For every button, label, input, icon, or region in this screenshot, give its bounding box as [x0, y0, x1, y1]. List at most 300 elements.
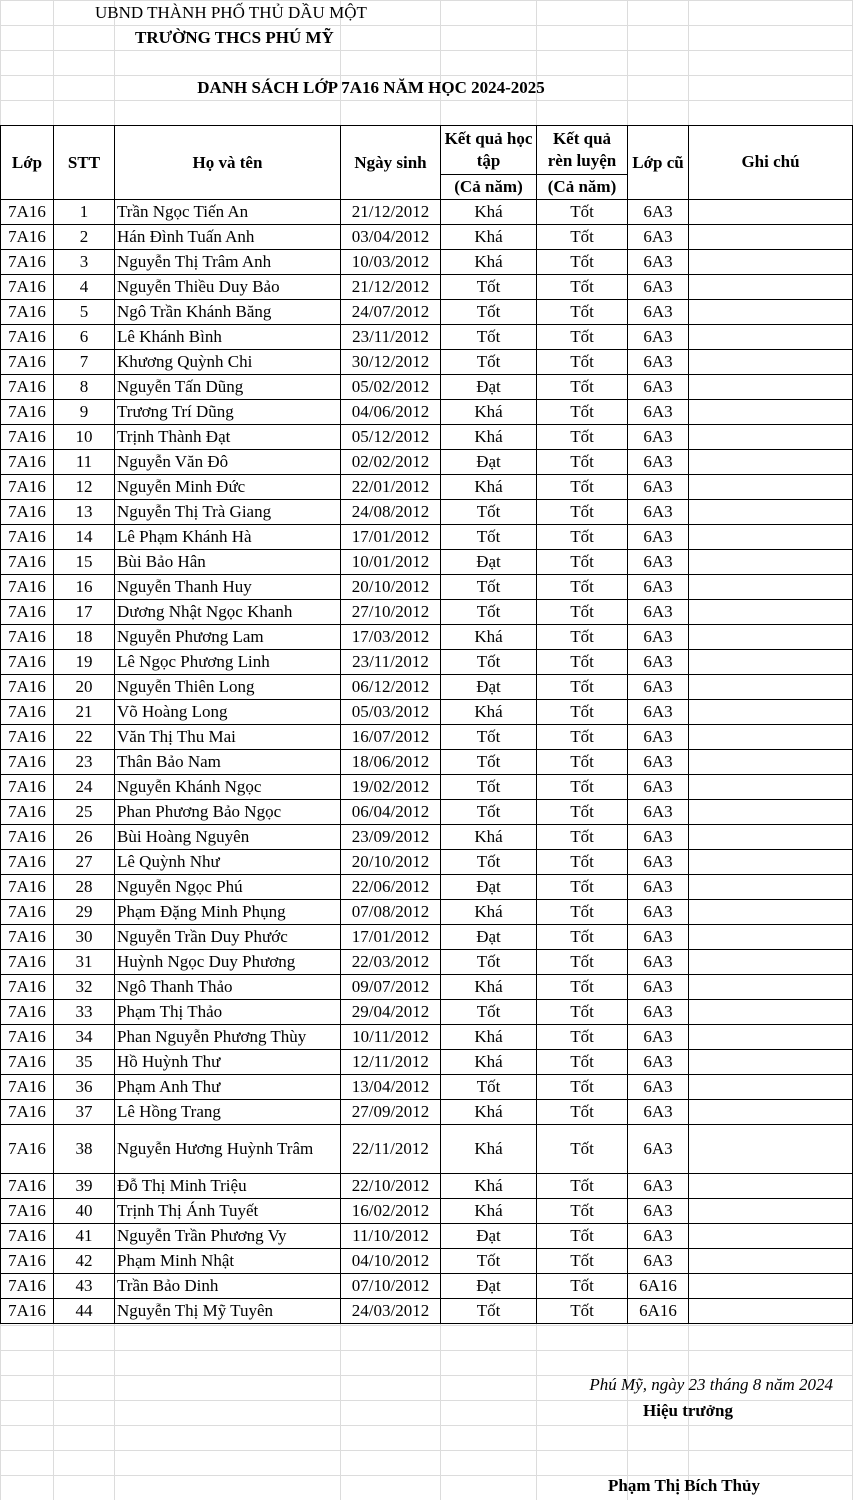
cell-class: 7A16 [1, 250, 54, 275]
cell-conduct: Tốt [537, 1050, 628, 1075]
cell-old-class: 6A3 [628, 225, 689, 250]
cell-class: 7A16 [1, 325, 54, 350]
cell-dob: 03/04/2012 [341, 225, 441, 250]
table-row [1, 1000, 853, 1025]
cell-old-class: 6A3 [628, 400, 689, 425]
cell-dob: 04/06/2012 [341, 400, 441, 425]
cell-note [689, 925, 853, 950]
cell-name: Lê Hồng Trang [115, 1100, 341, 1125]
cell-name: Ngô Thanh Thảo [115, 975, 341, 1000]
table-row [1, 475, 853, 500]
cell-stt: 11 [54, 450, 115, 475]
table-row [1, 675, 853, 700]
col-header-study: Kết quả học tập [441, 126, 537, 175]
cell-old-class: 6A3 [628, 625, 689, 650]
table-row [1, 1224, 853, 1249]
table-row [1, 350, 853, 375]
cell-name: Nguyễn Phương Lam [115, 625, 341, 650]
cell-class: 7A16 [1, 525, 54, 550]
cell-class: 7A16 [1, 800, 54, 825]
cell-note [689, 1050, 853, 1075]
col-header-stt: STT [54, 126, 115, 200]
cell-conduct: Tốt [537, 325, 628, 350]
cell-old-class: 6A3 [628, 875, 689, 900]
cell-note [689, 525, 853, 550]
col-header-conduct: Kết quả rèn luyện [537, 126, 628, 175]
cell-conduct: Tốt [537, 225, 628, 250]
cell-dob: 05/02/2012 [341, 375, 441, 400]
cell-dob: 04/10/2012 [341, 1249, 441, 1274]
cell-study: Khá [441, 1125, 537, 1174]
cell-study: Khá [441, 225, 537, 250]
cell-conduct: Tốt [537, 875, 628, 900]
cell-note [689, 1025, 853, 1050]
cell-study: Đạt [441, 1224, 537, 1249]
cell-class: 7A16 [1, 850, 54, 875]
cell-conduct: Tốt [537, 1075, 628, 1100]
table-row [1, 325, 853, 350]
table-row [1, 700, 853, 725]
cell-dob: 22/03/2012 [341, 950, 441, 975]
cell-note [689, 900, 853, 925]
cell-study: Tốt [441, 750, 537, 775]
cell-dob: 23/11/2012 [341, 650, 441, 675]
cell-study: Khá [441, 200, 537, 225]
cell-note [689, 1000, 853, 1025]
cell-note [689, 500, 853, 525]
cell-class: 7A16 [1, 1224, 54, 1249]
cell-conduct: Tốt [537, 350, 628, 375]
cell-conduct: Tốt [537, 700, 628, 725]
table-row [1, 850, 853, 875]
cell-stt: 36 [54, 1075, 115, 1100]
col-header-note: Ghi chú [689, 126, 853, 200]
cell-name: Nguyễn Văn Đô [115, 450, 341, 475]
cell-stt: 15 [54, 550, 115, 575]
cell-stt: 5 [54, 300, 115, 325]
table-row [1, 1274, 853, 1299]
cell-old-class: 6A3 [628, 1199, 689, 1224]
cell-old-class: 6A3 [628, 850, 689, 875]
col-header-dob: Ngày sinh [341, 126, 441, 200]
cell-conduct: Tốt [537, 1100, 628, 1125]
cell-conduct: Tốt [537, 925, 628, 950]
cell-stt: 44 [54, 1299, 115, 1324]
cell-old-class: 6A3 [628, 600, 689, 625]
cell-dob: 06/04/2012 [341, 800, 441, 825]
cell-old-class: 6A3 [628, 450, 689, 475]
cell-name: Trịnh Thành Đạt [115, 425, 341, 450]
cell-name: Lê Ngọc Phương Linh [115, 650, 341, 675]
cell-stt: 34 [54, 1025, 115, 1050]
cell-note [689, 325, 853, 350]
cell-class: 7A16 [1, 750, 54, 775]
cell-dob: 21/12/2012 [341, 275, 441, 300]
cell-old-class: 6A3 [628, 1249, 689, 1274]
table-row [1, 900, 853, 925]
cell-old-class: 6A3 [628, 975, 689, 1000]
cell-class: 7A16 [1, 650, 54, 675]
cell-name: Phạm Đặng Minh Phụng [115, 900, 341, 925]
cell-conduct: Tốt [537, 625, 628, 650]
cell-name: Phan Phương Bảo Ngọc [115, 800, 341, 825]
cell-note [689, 775, 853, 800]
cell-name: Nguyễn Thiên Long [115, 675, 341, 700]
cell-conduct: Tốt [537, 475, 628, 500]
table-row [1, 1075, 853, 1100]
table-row [1, 525, 853, 550]
cell-name: Bùi Bảo Hân [115, 550, 341, 575]
cell-note [689, 1224, 853, 1249]
cell-dob: 10/03/2012 [341, 250, 441, 275]
cell-note [689, 1199, 853, 1224]
cell-stt: 32 [54, 975, 115, 1000]
cell-conduct: Tốt [537, 800, 628, 825]
cell-dob: 22/06/2012 [341, 875, 441, 900]
cell-old-class: 6A3 [628, 300, 689, 325]
cell-note [689, 425, 853, 450]
table-row [1, 275, 853, 300]
signer-role: Hiệu trưởng [643, 1401, 733, 1420]
cell-class: 7A16 [1, 575, 54, 600]
cell-stt: 42 [54, 1249, 115, 1274]
cell-study: Khá [441, 700, 537, 725]
cell-name: Trần Ngọc Tiến An [115, 200, 341, 225]
cell-dob: 23/11/2012 [341, 325, 441, 350]
cell-note [689, 625, 853, 650]
cell-stt: 7 [54, 350, 115, 375]
table-row [1, 600, 853, 625]
cell-dob: 06/12/2012 [341, 675, 441, 700]
cell-note [689, 275, 853, 300]
cell-conduct: Tốt [537, 575, 628, 600]
cell-conduct: Tốt [537, 825, 628, 850]
cell-stt: 2 [54, 225, 115, 250]
school-heading: TRƯỜNG THCS PHÚ MỸ [135, 28, 334, 47]
cell-stt: 19 [54, 650, 115, 675]
cell-conduct: Tốt [537, 750, 628, 775]
cell-study: Tốt [441, 325, 537, 350]
cell-study: Khá [441, 1050, 537, 1075]
cell-dob: 23/09/2012 [341, 825, 441, 850]
cell-old-class: 6A16 [628, 1274, 689, 1299]
cell-name: Nguyễn Trần Duy Phước [115, 925, 341, 950]
cell-conduct: Tốt [537, 500, 628, 525]
cell-class: 7A16 [1, 950, 54, 975]
cell-class: 7A16 [1, 425, 54, 450]
cell-class: 7A16 [1, 725, 54, 750]
cell-note [689, 475, 853, 500]
col-subheader-study: (Cả năm) [441, 175, 537, 200]
cell-stt: 17 [54, 600, 115, 625]
cell-class: 7A16 [1, 450, 54, 475]
cell-name: Phạm Anh Thư [115, 1075, 341, 1100]
cell-study: Tốt [441, 600, 537, 625]
cell-class: 7A16 [1, 675, 54, 700]
cell-dob: 10/01/2012 [341, 550, 441, 575]
cell-conduct: Tốt [537, 450, 628, 475]
cell-dob: 24/08/2012 [341, 500, 441, 525]
cell-note [689, 950, 853, 975]
cell-name: Trần Bảo Dinh [115, 1274, 341, 1299]
table-row [1, 375, 853, 400]
table-row [1, 500, 853, 525]
cell-class: 7A16 [1, 550, 54, 575]
cell-name: Nguyễn Khánh Ngọc [115, 775, 341, 800]
cell-study: Tốt [441, 275, 537, 300]
cell-conduct: Tốt [537, 1224, 628, 1249]
cell-note [689, 1075, 853, 1100]
cell-note [689, 975, 853, 1000]
cell-conduct: Tốt [537, 1274, 628, 1299]
table-row [1, 250, 853, 275]
cell-name: Nguyễn Ngọc Phú [115, 875, 341, 900]
signer-name: Phạm Thị Bích Thủy [608, 1476, 760, 1495]
cell-old-class: 6A3 [628, 550, 689, 575]
cell-study: Khá [441, 1199, 537, 1224]
cell-stt: 1 [54, 200, 115, 225]
cell-note [689, 375, 853, 400]
cell-old-class: 6A3 [628, 650, 689, 675]
cell-study: Tốt [441, 775, 537, 800]
table-row [1, 425, 853, 450]
cell-old-class: 6A3 [628, 500, 689, 525]
cell-stt: 12 [54, 475, 115, 500]
cell-class: 7A16 [1, 900, 54, 925]
cell-name: Lê Phạm Khánh Hà [115, 525, 341, 550]
cell-dob: 05/12/2012 [341, 425, 441, 450]
cell-old-class: 6A3 [628, 525, 689, 550]
cell-old-class: 6A3 [628, 200, 689, 225]
cell-name: Huỳnh Ngọc Duy Phương [115, 950, 341, 975]
cell-old-class: 6A3 [628, 900, 689, 925]
cell-dob: 13/04/2012 [341, 1075, 441, 1100]
cell-note [689, 225, 853, 250]
cell-old-class: 6A3 [628, 325, 689, 350]
cell-name: Thân Bảo Nam [115, 750, 341, 775]
table-row [1, 725, 853, 750]
cell-conduct: Tốt [537, 250, 628, 275]
cell-stt: 25 [54, 800, 115, 825]
cell-study: Tốt [441, 800, 537, 825]
cell-old-class: 6A3 [628, 275, 689, 300]
cell-conduct: Tốt [537, 850, 628, 875]
cell-name: Nguyễn Thị Mỹ Tuyên [115, 1299, 341, 1324]
cell-name: Đỗ Thị Minh Triệu [115, 1174, 341, 1199]
cell-conduct: Tốt [537, 900, 628, 925]
table-row [1, 875, 853, 900]
table-row [1, 825, 853, 850]
cell-name: Trương Trí Dũng [115, 400, 341, 425]
cell-note [689, 450, 853, 475]
cell-dob: 17/01/2012 [341, 925, 441, 950]
class-roster-table [0, 125, 853, 1324]
cell-conduct: Tốt [537, 775, 628, 800]
cell-class: 7A16 [1, 825, 54, 850]
table-row [1, 1299, 853, 1324]
cell-study: Đạt [441, 375, 537, 400]
cell-old-class: 6A3 [628, 1100, 689, 1125]
cell-name: Dương Nhật Ngọc Khanh [115, 600, 341, 625]
cell-class: 7A16 [1, 375, 54, 400]
cell-dob: 24/03/2012 [341, 1299, 441, 1324]
cell-name: Phan Nguyễn Phương Thùy [115, 1025, 341, 1050]
cell-conduct: Tốt [537, 425, 628, 450]
cell-name: Khương Quỳnh Chi [115, 350, 341, 375]
cell-study: Đạt [441, 675, 537, 700]
cell-class: 7A16 [1, 775, 54, 800]
cell-conduct: Tốt [537, 1249, 628, 1274]
cell-stt: 33 [54, 1000, 115, 1025]
cell-name: Võ Hoàng Long [115, 700, 341, 725]
table-row [1, 200, 853, 225]
col-header-name: Họ và tên [115, 126, 341, 200]
table-row [1, 650, 853, 675]
cell-class: 7A16 [1, 225, 54, 250]
cell-note [689, 825, 853, 850]
cell-old-class: 6A3 [628, 825, 689, 850]
cell-old-class: 6A3 [628, 800, 689, 825]
cell-stt: 16 [54, 575, 115, 600]
cell-class: 7A16 [1, 1174, 54, 1199]
cell-name: Nguyễn Thiều Duy Bảo [115, 275, 341, 300]
cell-note [689, 675, 853, 700]
table-row [1, 300, 853, 325]
cell-name: Ngô Trần Khánh Băng [115, 300, 341, 325]
cell-conduct: Tốt [537, 975, 628, 1000]
col-header-old-class: Lớp cũ [628, 126, 689, 200]
cell-note [689, 850, 853, 875]
cell-note [689, 575, 853, 600]
cell-dob: 22/01/2012 [341, 475, 441, 500]
cell-dob: 12/11/2012 [341, 1050, 441, 1075]
cell-dob: 11/10/2012 [341, 1224, 441, 1249]
cell-name: Nguyễn Thị Trâm Anh [115, 250, 341, 275]
table-row [1, 625, 853, 650]
cell-conduct: Tốt [537, 1125, 628, 1174]
cell-name: Bùi Hoàng Nguyên [115, 825, 341, 850]
cell-stt: 3 [54, 250, 115, 275]
table-row [1, 1025, 853, 1050]
table-row [1, 450, 853, 475]
cell-class: 7A16 [1, 700, 54, 725]
cell-stt: 24 [54, 775, 115, 800]
cell-dob: 20/10/2012 [341, 575, 441, 600]
cell-note [689, 875, 853, 900]
cell-conduct: Tốt [537, 400, 628, 425]
cell-dob: 24/07/2012 [341, 300, 441, 325]
cell-study: Khá [441, 900, 537, 925]
cell-old-class: 6A3 [628, 925, 689, 950]
cell-conduct: Tốt [537, 1025, 628, 1050]
table-row [1, 975, 853, 1000]
cell-dob: 22/10/2012 [341, 1174, 441, 1199]
table-header-row [1, 126, 853, 175]
cell-study: Tốt [441, 725, 537, 750]
cell-old-class: 6A3 [628, 250, 689, 275]
cell-old-class: 6A3 [628, 1125, 689, 1174]
cell-note [689, 650, 853, 675]
cell-stt: 39 [54, 1174, 115, 1199]
cell-stt: 18 [54, 625, 115, 650]
cell-name: Trịnh Thị Ánh Tuyết [115, 1199, 341, 1224]
cell-conduct: Tốt [537, 275, 628, 300]
cell-old-class: 6A3 [628, 675, 689, 700]
cell-class: 7A16 [1, 350, 54, 375]
cell-old-class: 6A16 [628, 1299, 689, 1324]
cell-old-class: 6A3 [628, 1075, 689, 1100]
cell-name: Lê Quỳnh Như [115, 850, 341, 875]
cell-name: Hán Đình Tuấn Anh [115, 225, 341, 250]
cell-note [689, 1125, 853, 1174]
cell-study: Khá [441, 625, 537, 650]
cell-conduct: Tốt [537, 1000, 628, 1025]
cell-study: Đạt [441, 875, 537, 900]
cell-conduct: Tốt [537, 950, 628, 975]
cell-class: 7A16 [1, 200, 54, 225]
cell-note [689, 1249, 853, 1274]
cell-name: Lê Khánh Bình [115, 325, 341, 350]
cell-old-class: 6A3 [628, 1000, 689, 1025]
cell-dob: 18/06/2012 [341, 750, 441, 775]
cell-note [689, 750, 853, 775]
col-subheader-conduct: (Cả năm) [537, 175, 628, 200]
cell-stt: 13 [54, 500, 115, 525]
cell-dob: 16/02/2012 [341, 1199, 441, 1224]
cell-class: 7A16 [1, 600, 54, 625]
cell-dob: 07/10/2012 [341, 1274, 441, 1299]
table-row [1, 400, 853, 425]
cell-class: 7A16 [1, 1249, 54, 1274]
cell-study: Khá [441, 825, 537, 850]
table-row [1, 925, 853, 950]
cell-old-class: 6A3 [628, 1025, 689, 1050]
cell-study: Đạt [441, 1274, 537, 1299]
cell-study: Tốt [441, 350, 537, 375]
cell-study: Tốt [441, 650, 537, 675]
cell-stt: 4 [54, 275, 115, 300]
cell-note [689, 600, 853, 625]
cell-note [689, 725, 853, 750]
cell-dob: 10/11/2012 [341, 1025, 441, 1050]
cell-study: Tốt [441, 950, 537, 975]
cell-stt: 40 [54, 1199, 115, 1224]
cell-note [689, 400, 853, 425]
cell-class: 7A16 [1, 625, 54, 650]
table-row [1, 1174, 853, 1199]
cell-dob: 19/02/2012 [341, 775, 441, 800]
cell-conduct: Tốt [537, 650, 628, 675]
cell-note [689, 1100, 853, 1125]
cell-class: 7A16 [1, 300, 54, 325]
cell-conduct: Tốt [537, 1174, 628, 1199]
cell-old-class: 6A3 [628, 775, 689, 800]
cell-study: Khá [441, 975, 537, 1000]
cell-study: Khá [441, 425, 537, 450]
cell-class: 7A16 [1, 1100, 54, 1125]
cell-study: Khá [441, 1174, 537, 1199]
cell-conduct: Tốt [537, 200, 628, 225]
cell-note [689, 350, 853, 375]
cell-conduct: Tốt [537, 675, 628, 700]
cell-study: Đạt [441, 450, 537, 475]
cell-name: Hồ Huỳnh Thư [115, 1050, 341, 1075]
cell-study: Tốt [441, 575, 537, 600]
cell-class: 7A16 [1, 925, 54, 950]
cell-dob: 21/12/2012 [341, 200, 441, 225]
cell-class: 7A16 [1, 1075, 54, 1100]
cell-study: Tốt [441, 1249, 537, 1274]
